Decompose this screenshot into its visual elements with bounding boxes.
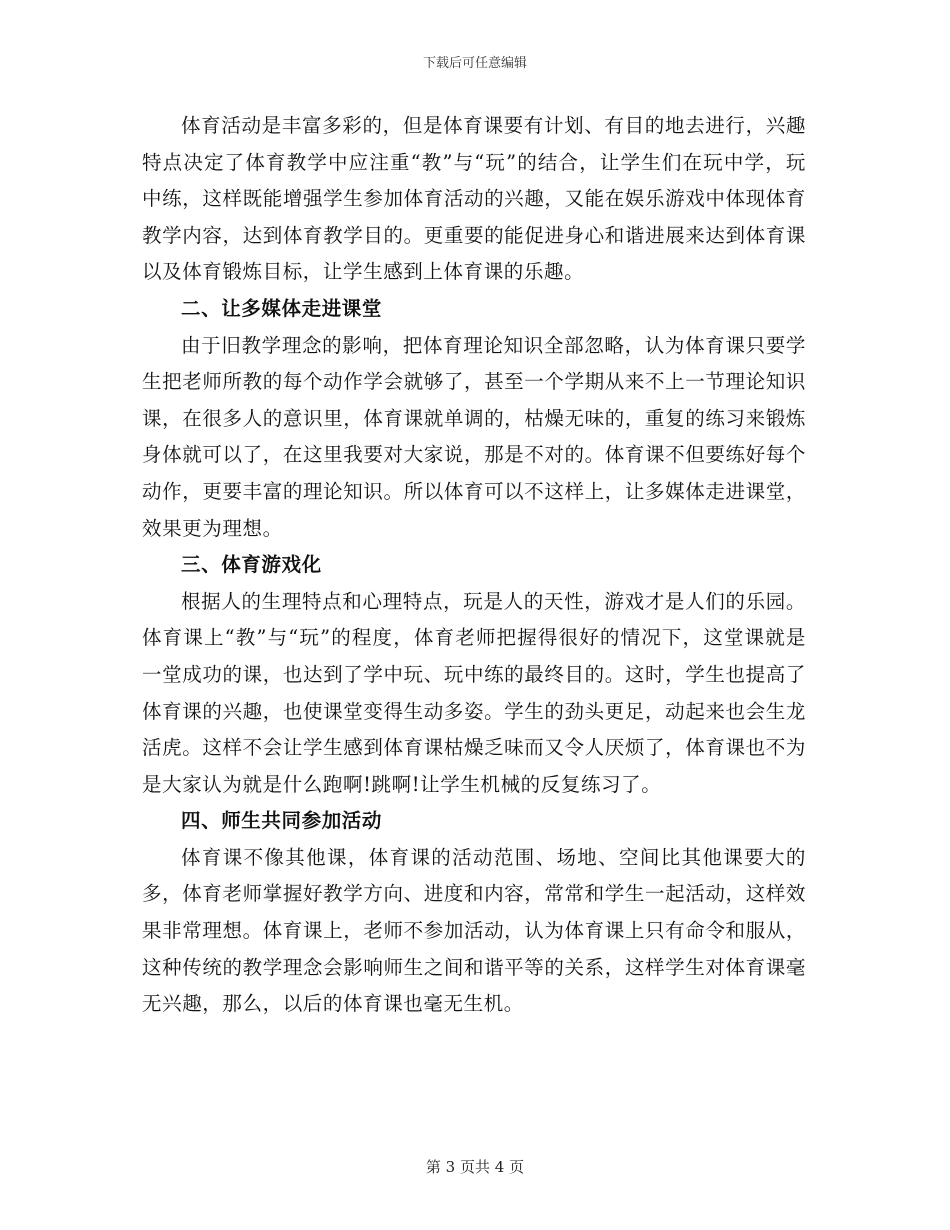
section-heading-4: 四、师生共同参加活动 [181, 809, 383, 833]
section-heading-2: 二、让多媒体走进课堂 [181, 296, 383, 320]
section-heading-3: 三、体育游戏化 [181, 553, 322, 577]
paragraph-4: 体育课不像其他课，体育课的活动范围、场地、空间比其他课要大的多，体育老师掌握好教学方向、进度和内容，常常和学生一起活动，这样效果非常理想。体育课上，老师不参加活动，认为体育课上只有命令和服从，这种传统的教学理念会影响师生之间和谐平等的关系，这样学生对体育课毫无兴趣，那么，以后的体育课也毫无生机。 [142, 845, 806, 1016]
paragraph-1: 体育活动是丰富多彩的，但是体育课要有计划、有目的地去进行，兴趣特点决定了体育教学中应注重“教”与“玩”的结合，让学生们在玩中学，玩中练，这样既能增强学生参加体育活动的兴趣，又能在娱乐游戏中体现体育教学内容，达到体育教学目的。更重要的能促进身心和谐进展来达到体育课以及体育锻炼目标，让学生感到上体育课的乐趣。 [142, 114, 806, 284]
page-header-note: 下载后可任意编辑 [422, 56, 527, 71]
paragraph-2: 由于旧教学理念的影响，把体育理论知识全部忽略，认为体育课只要学生把老师所教的每个动作学会就够了，甚至一个学期从来不上一节理论知识课，在很多人的意识里，体育课就单调的，枯燥无味的，重复的练习来锻炼身体就可以了，在这里我要对大家说，那是不对的。体育课不但要练好每个动作，更要丰富的理论知识。所以体育可以不这样上，让多媒体走进课堂，效果更为理想。 [142, 333, 806, 540]
paragraph-3: 根据人的生理特点和心理特点，玩是人的天性，游戏才是人们的乐园。体育课上“教”与“玩”的程度，体育老师把握得很好的情况下，这堂课就是一堂成功的课，也达到了学中玩、玩中练的最终目的。这时，学生也提高了体育课的兴趣，也使课堂变得生动多姿。学生的劲头更足，动起来也会生龙活虎。这样不会让学生感到体育课枯燥乏味而又令人厌烦了，体育课也不为是大家认为就是什么跑啊!跳啊!让学生机械的反复练习了。 [142, 589, 806, 796]
page-number: 第 3 页共 4 页 [425, 1158, 525, 1176]
document-body [142, 108, 806, 1023]
